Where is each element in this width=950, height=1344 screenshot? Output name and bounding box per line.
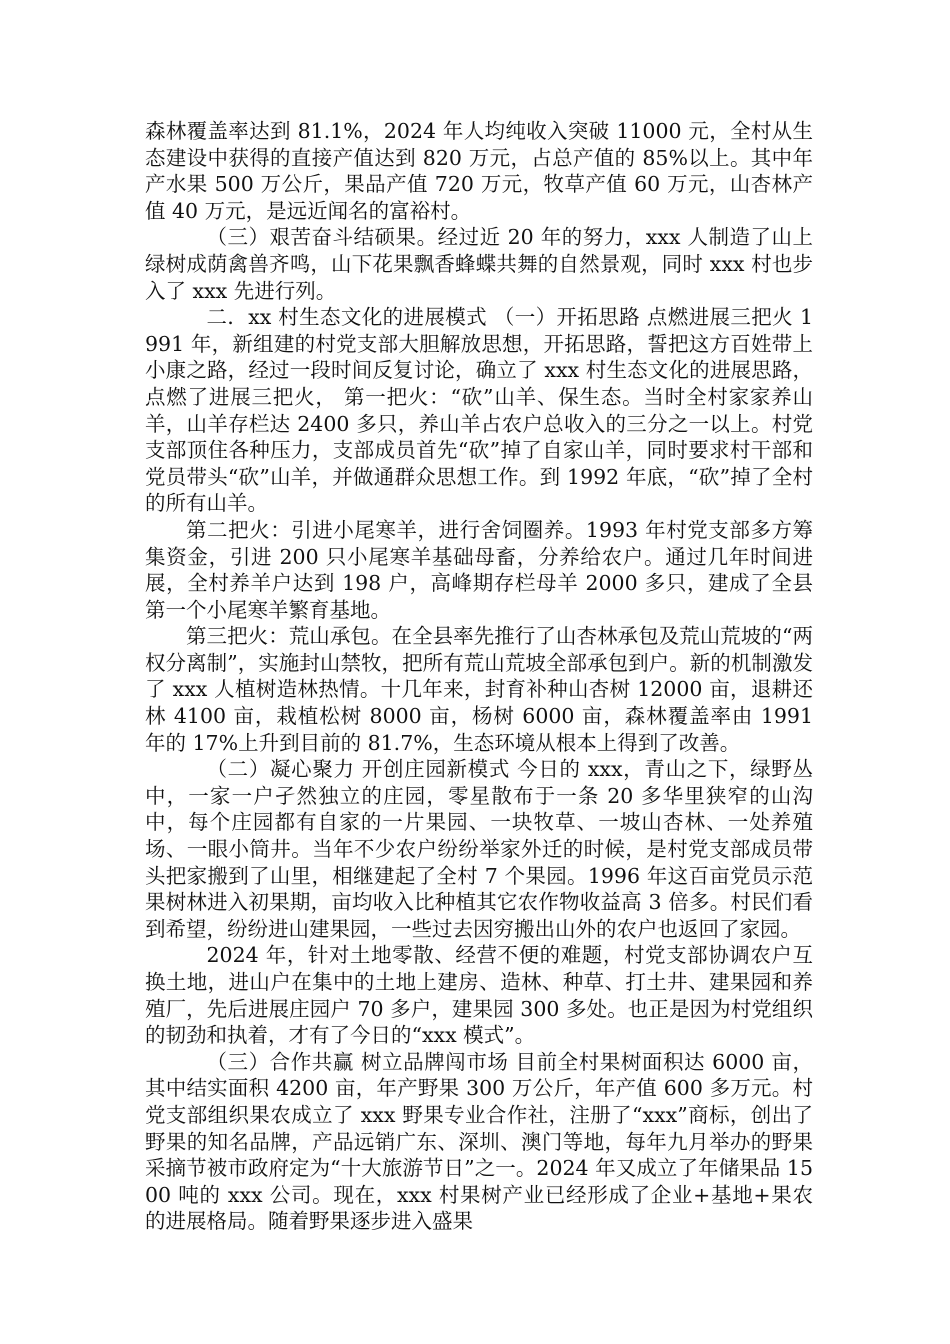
paragraph-second-fire: 第二把火：引进小尾寒羊，进行舍饲圈养。1993 年村党支部多方筹集资金，引进 200 只小尾寒羊基础母畜，分养给农户。通过几年时间进展，全村养羊户达到 198 户，高峰期存栏母羊 2000 多只，建成了全县第一个小尾寒羊繁育基地。 xyxy=(145,517,813,622)
paragraph-hard-work: （三）艰苦奋斗结硕果。经过近 20 年的努力，xxx 人制造了山上绿树成荫禽兽齐鸣，山下花果飘香蜂蝶共舞的自然景观，同时 xxx 村也步入了 xxx 先进行列。 xyxy=(145,225,813,303)
paragraph-land-exchange: 2024 年，针对土地零散、经营不便的难题，村党支部协调农户互换土地，进山户在集中的土地上建房、造林、种草、打土井、建果园和养殖厂，先后进展庄园户 70 多户，建果园 300 多处。也正是因为村党组织的韧劲和执着，才有了今日的“xxx 模式”。 xyxy=(145,943,813,1048)
paragraph-manor-model: （二）凝心聚力 开创庄园新模式 今日的 xxx，青山之下，绿野丛中，一家一户孑然独立的庄园，零星散布于一条 20 多华里狭窄的山沟中，每个庄园都有自家的一片果园、一块牧草、一坡山杏林、一处养殖场、一眼小筒井。当年不少农户纷纷举家外迁的时候，是村党支部成员带头把家搬到了山里，相继建起了全村 7 个果园。1996 年这百亩党员示范果树林进入初果期，亩均收入比种植其它农作物收益高 3 倍多。村民们看到希望，纷纷进山建果园，一些过去因穷搬出山外的农户也返回了家园。 xyxy=(145,757,813,941)
paragraph-third-fire: 第三把火：荒山承包。在全县率先推行了山杏林承包及荒山荒坡的“两权分离制”，实施封山禁牧，把所有荒山荒坡全部承包到户。新的机制激发了 xxx 人植树造林热情。十几年来，封育补种山杏树 12000 亩，退耕还林 4100 亩，栽植松树 8000 亩，杨树 6000 亩，森林覆盖率由 1991 年的 17%上升到目前的 81.7%，生态环境从根本上得到了改善。 xyxy=(145,624,813,755)
paragraph-brand-market: （三）合作共赢 树立品牌闯市场 目前全村果树面积达 6000 亩，其中结实面积 4200 亩，年产野果 300 万公斤，年产值 600 多万元。村党支部组织果农成立了 xxx 野果专业合作社，注册了“xxx”商标，创出了野果的知名品牌，产品远销广东、深圳、澳门等地，每年九月举办的野果采摘节被市政府定为“十大旅游节日”之一。2024 年又成立了年储果品 1500 吨的 xxx 公司。现在，xxx 村果树产业已经形成了企业+基地+果农的进展格局。随着野果逐步进入盛果 xyxy=(145,1049,813,1234)
document-page xyxy=(145,118,813,1235)
paragraph-ecology-results: 森林覆盖率达到 81.1%，2024 年人均纯收入突破 11000 元，全村从生态建设中获得的直接产值达到 820 万元，占总产值的 85%以上。其中年产水果 500 万公斤，果品产值 720 万元，牧草产值 60 万元，山杏林产值 40 万元，是远近闻名的富裕村。 xyxy=(145,119,813,223)
paragraph-development-model: 二．xx 村生态文化的进展模式 （一）开拓思路 点燃进展三把火 1991 年，新组建的村党支部大胆解放思想，开拓思路，誓把这方百姓带上小康之路，经过一段时间反复讨论，确立了 xxx 村生态文化的进展思路，点燃了进展三把火， 第一把火：“砍”山羊、保生态。当时全村家家养山羊，山羊存栏达 2400 多只，养山羊占农户总收入的三分之一以上。村党支部顶住各种压力，支部成员首先“砍”掉了自家山羊，同时要求村干部和党员带头“砍”山羊，并做通群众思想工作。到 1992 年底，“砍”掉了全村的所有山羊。 xyxy=(145,305,813,516)
